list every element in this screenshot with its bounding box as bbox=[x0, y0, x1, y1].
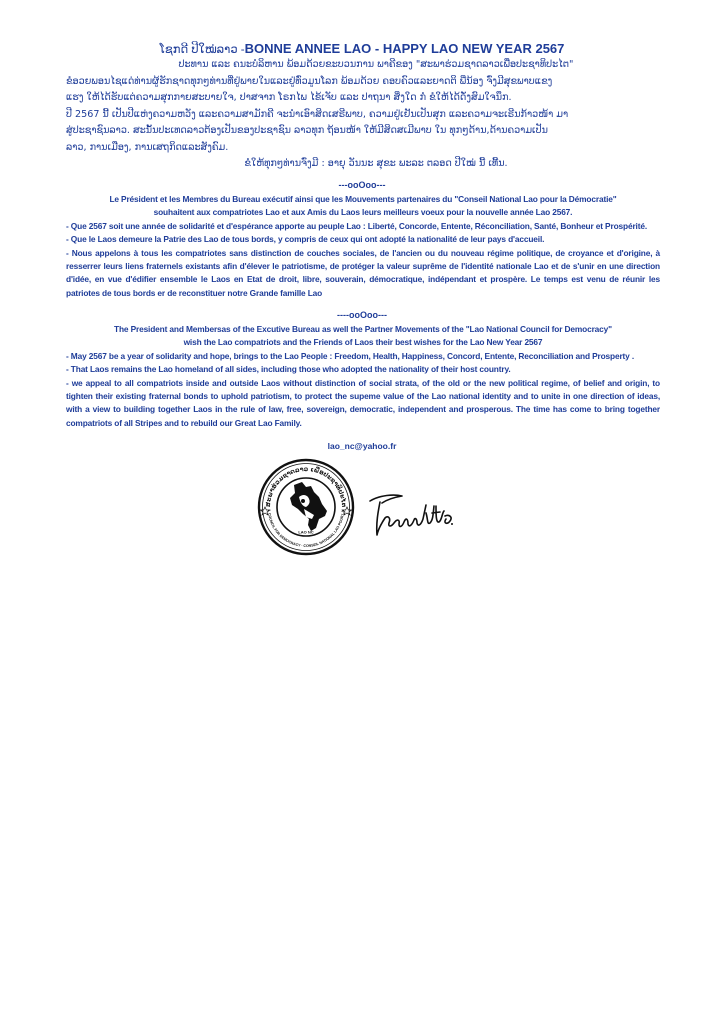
separator: ----ooOoo--- bbox=[337, 310, 387, 320]
separator: ---ooOoo--- bbox=[338, 180, 386, 190]
french-paragraph: - Nous appelons à tous les compatriotes sans distinction de couches sociales, de l'ancien ou du nouveau régime politique, de croyance et d'origine, à resserrer leurs liens fraternels existants afin d'élever le patriotisme, de protéger la valeur suprême de l'identité nationale Lao et de s'unir en une direction d'idée, en vue d'édifier ensemble le Laos en Etat de droit, libre, souverain, démocratique, indépendant et prospère. Le temps est venu de réunir les patriotes de tous bords er de reconstituer notre Grande famille Lao bbox=[66, 247, 660, 298]
lao-line: ສູ່ປະຊາຊົນລາວ. ສະນັ້ນປະເທດລາວຕ້ອງເປັນຂອງປະຊາຊົນ ລາວທຸກ ຖ້ອນໜ້າ ໃຫ້ມີສິດສເມີພາບ ໃນ ທຸກໆດ້ານ,ດ້ານຄວາມເປັນ bbox=[66, 125, 548, 136]
french-paragraph: - Que le Laos demeure la Patrie des Lao de tous bords, y compris de ceux qui ont adopté la nationalité de leur pays d'accueil. bbox=[66, 234, 545, 245]
contact-email: lao_nc@yahoo.fr bbox=[327, 441, 397, 451]
french-section bbox=[66, 193, 660, 300]
english-paragraph: - That Laos remains the Lao homeland of all sides, including those who adopted the nationality of their host country. bbox=[66, 364, 511, 375]
lao-line: ປະທານ ແລະ ຄນະບໍລິຫານ ພ້ອມດ້ວຍຂະບວນການ ພາຄີຂອງ "ສະພາຮ່ວມຊາດລາວເພື່ອປະຊາທິປະໄຕ" bbox=[178, 59, 574, 70]
lao-line: ຂໍອວຍພອນໄຊແດ່ທ່ານຜູ້ຮັກຊາດທຸກໆທ່ານທີ່ຢູ່ພາຍໃນແລະຢູ່ທົ່ວມູນໂລກ ພ້ອມດ້ວຍ ຄອບຄົວແລະຍາດຕິ ພີ່ນ້ອງ ຈົ່ງມີສຸຂພາບແຂງ bbox=[66, 75, 553, 87]
title-latin: BONNE ANNEE LAO - HAPPY LAO NEW YEAR 2567 bbox=[244, 41, 565, 56]
english-intro: The President and Membersas of the Excutive Bureau as well the Partner Movements of the "Lao National Council for Democracy" bbox=[114, 324, 612, 334]
french-paragraph: - Que 2567 soit une année de solidarité et d'espérance apporte au peuple Lao : Liberté, Concorde, Entente, Réconciliation, Santé, Bonheur et Prospérité. bbox=[66, 220, 647, 231]
lao-line: ຂໍໃຫ້ທຸກໆທ່ານຈົ່ງມີ : ອາຍຸ ວັນນະ ສຸຂະ ພະລະ ຕລອດ ປີໃໝ່ ນີ້ ເທີ້ນ. bbox=[244, 158, 508, 169]
lao-line: ລາວ, ການເມືອງ, ການເສຖກິດແລະສັງຄົມ. bbox=[66, 141, 229, 153]
lao-greeting bbox=[66, 57, 686, 173]
english-paragraph: - May 2567 be a year of solidarity and hope, brings to the Lao People : Freedom, Health, Happiness, Concord, Entente, Reconciliation and Prosperty . bbox=[66, 350, 635, 361]
lao-line: ແຮງ ໃຫ້ໄດ້ຮັບແຕ່ຄວາມສຸກກາຍສະບາຍໃຈ, ປາສຈາກ ໂຣກໄພ ໄຂ້ເຈັບ ແລະ ປາຖນາ ສິ່ງໃດ ກໍ ຂໍໃຫ້ໄດ້ດັ່ງສົມໃຈນຶກ. bbox=[66, 92, 512, 103]
english-intro: wish the Lao compatriots and the Friends of Laos their best wishes for the Lao New Year 2567 bbox=[183, 337, 543, 348]
handwritten-signature bbox=[366, 485, 458, 543]
seal-bottom-text: L COUNCIL FOR DEMOCRACY · CONSEIL NATIONAL LAO POUR LA bbox=[266, 509, 345, 549]
french-intro: souhaitent aux compatriotes Lao et aux Amis du Laos leurs meilleurs voeux pour la nouvelle année Lao 2567. bbox=[153, 207, 573, 218]
page-title bbox=[0, 41, 724, 56]
french-intro: Le Président et les Membres du Bureau exécutif ainsi que les Mouvements partenaires du "Conseil National Lao pour la Démocratie" bbox=[109, 194, 617, 204]
seal-top-text: ສະພາຮ່ວມຊາດລາວ ເພື່ອປະຊາທິປະໄຕ bbox=[264, 465, 348, 508]
english-section bbox=[66, 323, 660, 430]
english-paragraph: - we appeal to all compatriots inside and outside Laos without distinction of social strata, of the old or the new political regime, of belief and origin, to tighten their existing fraternal bonds to uphold patriotism, to protect the supeme value of the Lao national identity and to unite in one direction of ideas, with a view to building together Laos in the rule of law, free, sovereign, democratic, independent and prosperous. The time has come to bring together compatriots of all Stripes and to rebuild our Great Lao Family. bbox=[66, 377, 660, 428]
organization-seal bbox=[256, 457, 356, 557]
lao-line: ປີ 2567 ນີ້ ເປັນປີແຫ່ງຄວາມຫວັງ ແລະຄວາມສາມັກຄີ ຈະນຳເອົາສິດເສຣີພາບ, ຄວາມຢູ່ເຢັນເປັນສຸກ ແລະຄວາມຈະເຣີນກ້າວໜ້າ ມາ bbox=[66, 108, 569, 120]
seal-center-text: LAO NC bbox=[298, 529, 314, 535]
title-lao: ໂຊກດີ ປີໃໝ່ລາວ - bbox=[159, 44, 245, 56]
